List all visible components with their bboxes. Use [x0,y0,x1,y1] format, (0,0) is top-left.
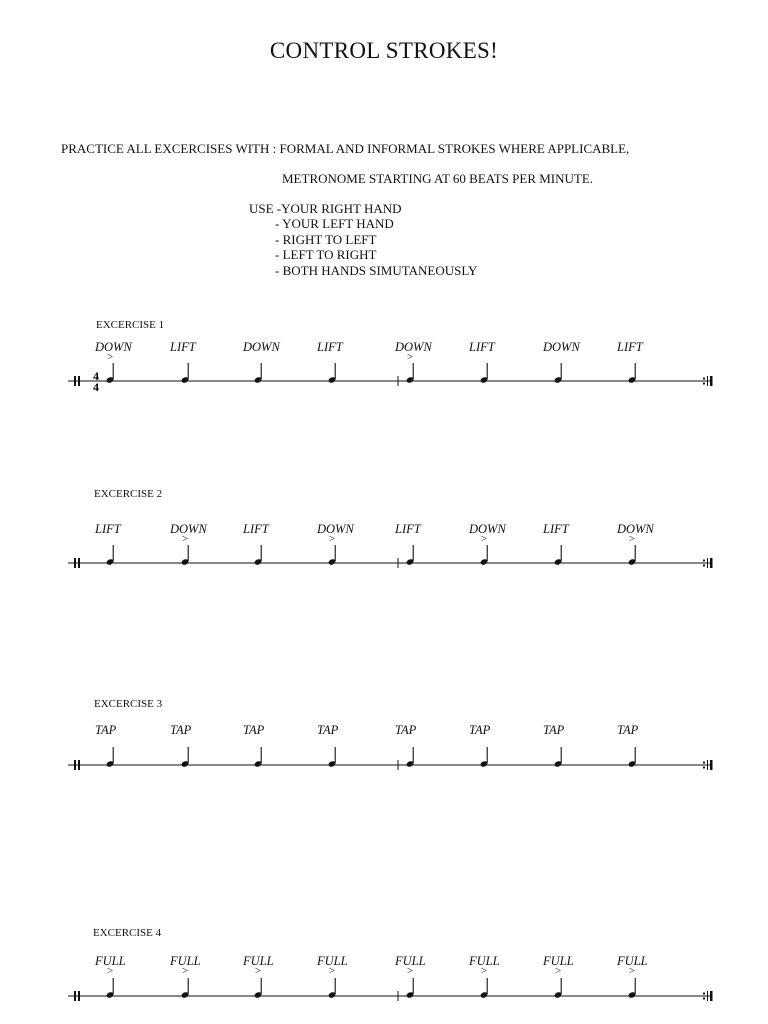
accent-mark: > [407,351,414,363]
stroke-label: LIFT [95,522,121,536]
stroke-label: FULL [395,954,426,968]
stroke-label: TAP [243,723,265,737]
end-repeat-bar [707,376,708,386]
repeat-dot [703,761,705,763]
stroke-label: DOWN [395,340,432,354]
stroke-label: DOWN [543,340,580,354]
percussion-clef [78,991,80,1001]
accent-mark: > [329,533,336,545]
stroke-label: DOWN [617,522,654,536]
time-signature-top: 4 [93,369,99,383]
stroke-label: LIFT [317,340,343,354]
percussion-clef [78,558,80,568]
repeat-dot [703,564,705,566]
stroke-label: FULL [317,954,348,968]
rhythm-staff [0,976,768,1010]
stroke-label: FULL [170,954,201,968]
accent-mark: > [629,533,636,545]
stroke-label: TAP [617,723,639,737]
accent-mark: > [182,965,189,977]
accent-mark: > [629,965,636,977]
stroke-label: FULL [243,954,274,968]
stroke-label: LIFT [395,522,421,536]
stroke-label: DOWN [469,522,506,536]
stroke-label: DOWN [95,340,132,354]
repeat-dot [703,559,705,561]
instruction-line-1: PRACTICE ALL EXCERCISES WITH : FORMAL AND INFORMAL STROKES WHERE APPLICABLE, [61,141,630,156]
stroke-label: FULL [617,954,648,968]
accent-mark: > [555,965,562,977]
percussion-clef [74,376,76,386]
percussion-clef [78,760,80,770]
accent-mark: > [255,965,262,977]
stroke-label: DOWN [317,522,354,536]
percussion-clef [78,376,80,386]
exercise-label: EXCERCISE 3 [94,698,163,710]
rhythm-staff [0,361,768,395]
repeat-dot [703,766,705,768]
rhythm-staff [0,543,768,577]
stroke-label: TAP [170,723,192,737]
stroke-label: TAP [543,723,565,737]
repeat-dot [703,992,705,994]
page-title: CONTROL STROKES! [269,38,499,63]
stroke-label: FULL [543,954,574,968]
percussion-clef [74,760,76,770]
end-repeat-bar [707,991,708,1001]
stroke-label: FULL [95,954,126,968]
exercise-label: EXCERCISE 2 [94,488,163,500]
time-signature-bottom: 4 [93,380,99,394]
use-line-2: - YOUR LEFT HAND [275,216,394,231]
exercise-label: EXCERCISE 4 [93,927,162,939]
stroke-label: LIFT [617,340,643,354]
end-repeat-bar [710,558,713,568]
repeat-dot [703,377,705,379]
stroke-label: LIFT [243,522,269,536]
stroke-label: TAP [317,723,339,737]
accent-mark: > [407,965,414,977]
end-repeat-bar [710,991,713,1001]
percussion-clef [74,991,76,1001]
instruction-line-2: METRONOME STARTING AT 60 BEATS PER MINUTE. [282,171,594,186]
use-line-3: - RIGHT TO LEFT [275,232,377,247]
accent-mark: > [107,351,114,363]
stroke-label: FULL [469,954,500,968]
stroke-label: LIFT [543,522,569,536]
use-line-5: - BOTH HANDS SIMUTANEOUSLY [275,263,478,278]
rhythm-staff [0,745,768,779]
accent-mark: > [329,965,336,977]
end-repeat-bar [707,558,708,568]
accent-mark: > [481,533,488,545]
stroke-label: TAP [395,723,417,737]
repeat-dot [703,997,705,999]
end-repeat-bar [710,376,713,386]
stroke-label: TAP [95,723,117,737]
use-line-4: - LEFT TO RIGHT [275,247,377,262]
stroke-label: LIFT [469,340,495,354]
stroke-label: DOWN [170,522,207,536]
end-repeat-bar [707,760,708,770]
repeat-dot [703,382,705,384]
accent-mark: > [481,965,488,977]
end-repeat-bar [710,760,713,770]
percussion-clef [74,558,76,568]
accent-mark: > [182,533,189,545]
accent-mark: > [107,965,114,977]
stroke-label: LIFT [170,340,196,354]
use-line-1: USE -YOUR RIGHT HAND [249,201,402,216]
stroke-label: TAP [469,723,491,737]
stroke-label: DOWN [243,340,280,354]
exercise-label: EXCERCISE 1 [96,319,165,331]
